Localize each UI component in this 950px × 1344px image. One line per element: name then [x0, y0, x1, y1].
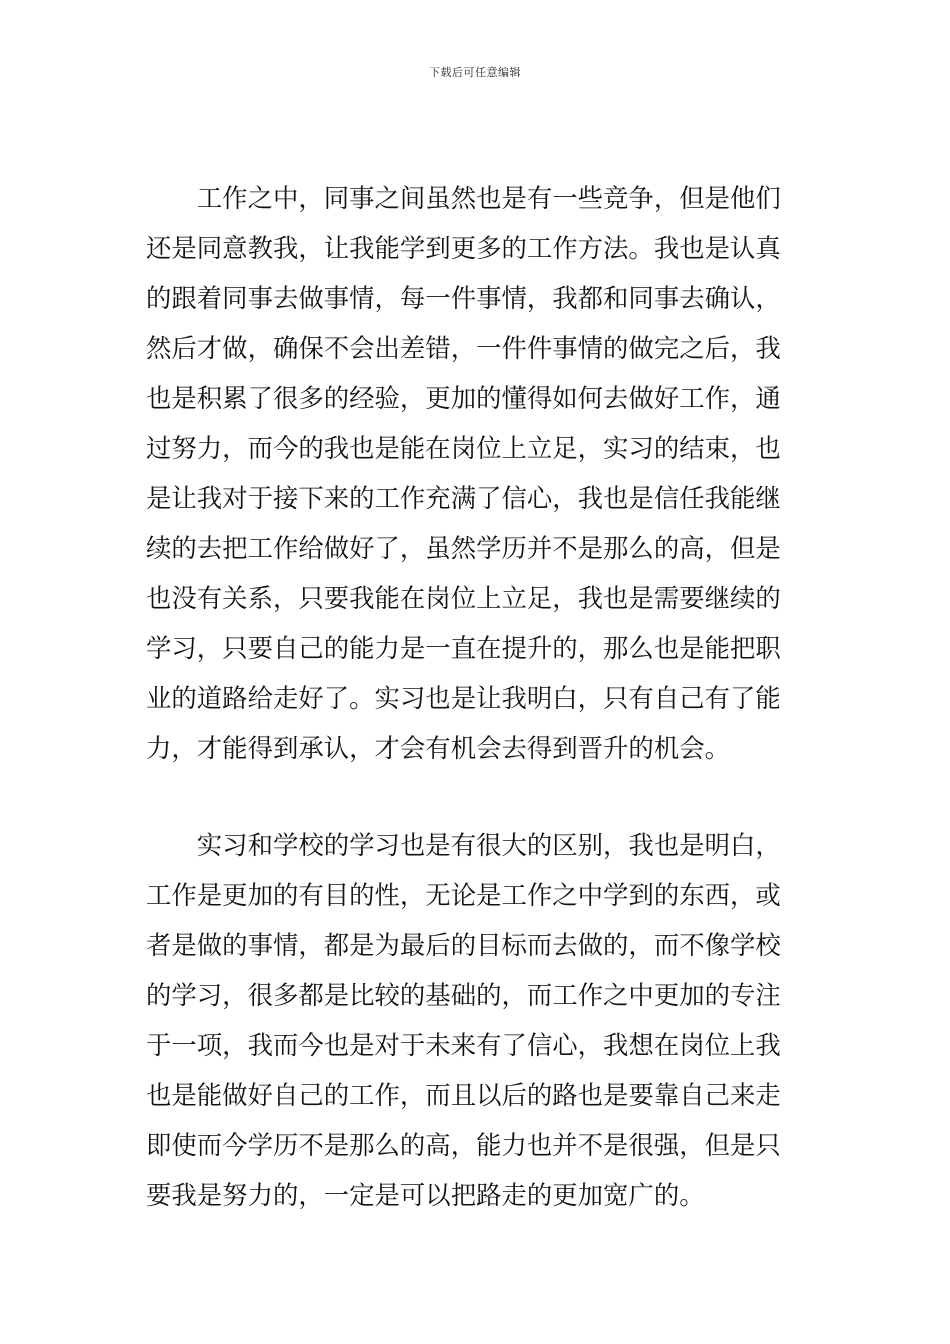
paragraph-2-line-6: 也是能做好自己的工作，而且以后的路也是要靠自己来走 [146, 1080, 781, 1110]
paragraph-2-line-7: 即使而今学历不是那么的高，能力也并不是很强，但是只 [146, 1130, 781, 1160]
paragraph-1-line-8: 续的去把工作给做好了，虽然学历并不是那么的高，但是 [146, 533, 781, 563]
paragraph-1-line-6: 过努力，而今的我也是能在岗位上立足，实习的结束，也 [146, 433, 781, 463]
paragraph-2-line-4: 的学习，很多都是比较的基础的，而工作之中更加的专注 [146, 980, 781, 1010]
paragraph-1-line-10: 学习，只要自己的能力是一直在提升的，那么也是能把职 [146, 633, 781, 663]
paragraph-1-line-3: 的跟着同事去做事情，每一件事情，我都和同事去确认， [146, 283, 781, 313]
paragraph-2-line-5: 于一项，我而今也是对于未来有了信心，我想在岗位上我 [146, 1030, 781, 1060]
paragraph-1-line-5: 也是积累了很多的经验，更加的懂得如何去做好工作，通 [146, 383, 781, 413]
paragraph-1-line-7: 是让我对于接下来的工作充满了信心，我也是信任我能继 [146, 483, 781, 513]
paragraph-2-line-8: 要我是努力的，一定是可以把路走的更加宽广的。 [146, 1180, 705, 1210]
paragraph-1-line-12: 力，才能得到承认，才会有机会去得到晋升的机会。 [146, 733, 730, 763]
paragraph-2-line-1: 实习和学校的学习也是有很大的区别，我也是明白， [146, 830, 781, 860]
paragraph-1-line-11: 业的道路给走好了。实习也是让我明白，只有自己有了能 [146, 683, 781, 713]
header-note: 下载后可任意编辑 [429, 66, 521, 79]
paragraph-2-line-3: 者是做的事情，都是为最后的目标而去做的，而不像学校 [146, 930, 781, 960]
paragraph-1-line-4: 然后才做，确保不会出差错，一件件事情的做完之后，我 [146, 333, 781, 363]
paragraph-1-line-1: 工作之中，同事之间虽然也是有一些竞争，但是他们 [146, 183, 781, 213]
paragraph-1-line-9: 也没有关系，只要我能在岗位上立足，我也是需要继续的 [146, 583, 781, 613]
paragraph-1-line-2: 还是同意教我，让我能学到更多的工作方法。我也是认真 [146, 233, 781, 263]
paragraph-2-line-2: 工作是更加的有目的性，无论是工作之中学到的东西，或 [146, 880, 781, 910]
